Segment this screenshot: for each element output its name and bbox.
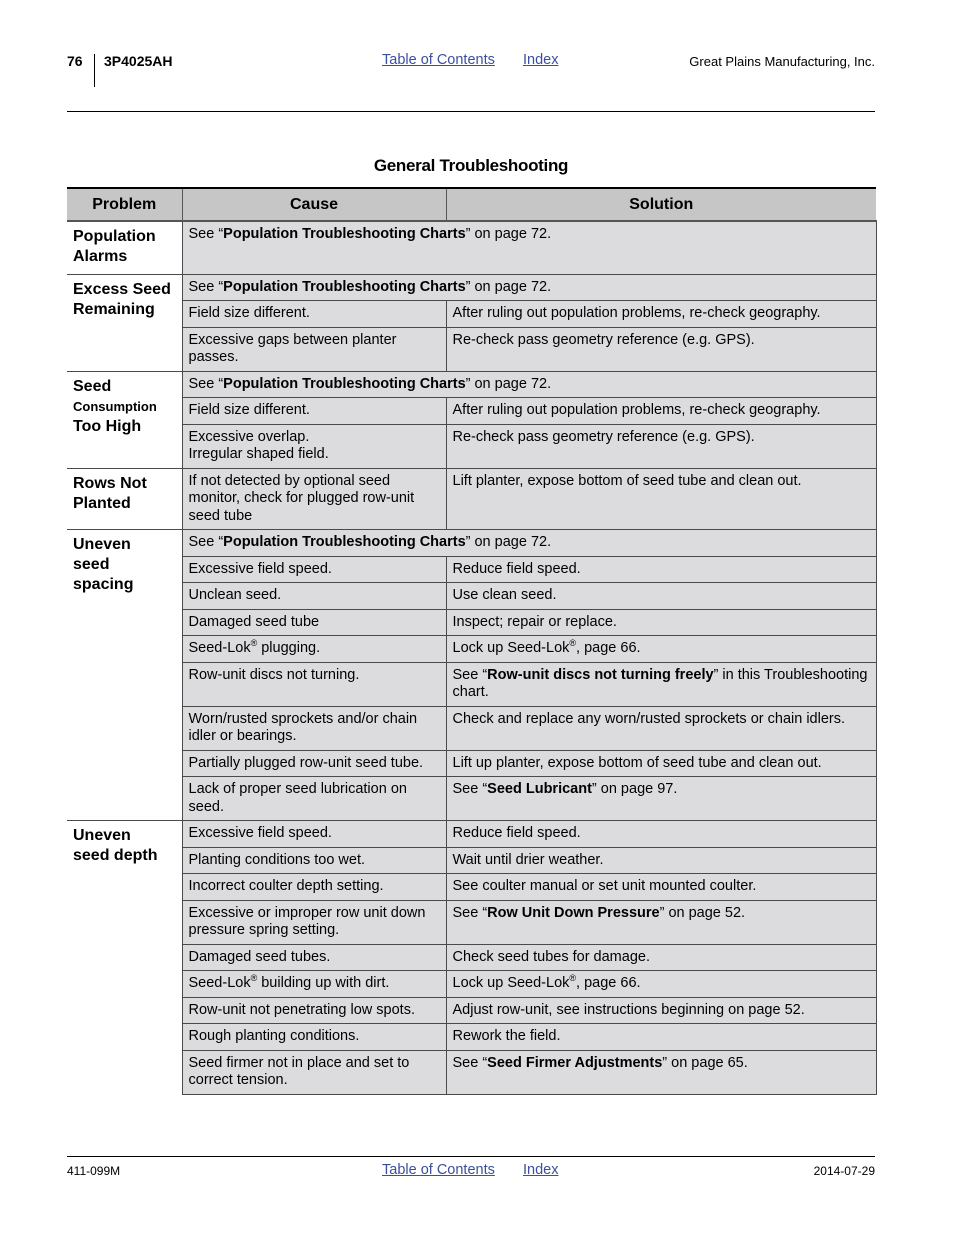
table-row (67, 468, 876, 530)
problem-cell: Excess Seed Remaining (67, 274, 182, 371)
table-row (67, 221, 876, 274)
problem-cell: Rows Not Planted (67, 468, 182, 530)
table-header-row (67, 188, 876, 221)
registered-mark: ® (569, 973, 577, 984)
cause-cell: Planting conditions too wet. (182, 847, 446, 874)
cause-cell: Field size different. (182, 398, 446, 425)
solution-cell: Lift planter, expose bottom of seed tube and clean out. (446, 468, 876, 530)
problem-cell: Population Alarms (67, 221, 182, 274)
table-row (67, 777, 876, 821)
troubleshooting-table (67, 187, 877, 1095)
reference-title: Population Troubleshooting Charts (223, 278, 466, 295)
footer-index-link[interactable]: Index (523, 1162, 559, 1178)
cause-cell: Excessive field speed. (182, 556, 446, 583)
table-row (67, 874, 876, 901)
footer-toc-link[interactable]: Table of Contents (382, 1162, 495, 1178)
problem-cell: Uneven seed depth (67, 821, 182, 1095)
see-reference-cell: See “Population Troubleshooting Charts” on page 72. (182, 221, 876, 274)
table-row (67, 944, 876, 971)
cause-cell: Damaged seed tubes. (182, 944, 446, 971)
table-row (67, 424, 876, 468)
solution-cell: See “Row Unit Down Pressure” on page 52. (446, 900, 876, 944)
table-row (67, 301, 876, 328)
solution-cell: Check and replace any worn/rusted sprockets or chain idlers. (446, 706, 876, 750)
column-header-cause: Cause (182, 188, 446, 221)
problem-cell: Uneven seed spacing (67, 530, 182, 821)
table-row (67, 997, 876, 1024)
reference-title: Population Troubleshooting Charts (223, 226, 466, 242)
solution-cell: Lift up planter, expose bottom of seed tube and clean out. (446, 750, 876, 777)
registered-mark: ® (569, 638, 577, 649)
table-row (67, 900, 876, 944)
solution-cell: Inspect; repair or replace. (446, 609, 876, 636)
table-row (67, 847, 876, 874)
cause-cell: Excessive field speed. (182, 821, 446, 848)
solution-cell: See “Seed Firmer Adjustments” on page 65. (446, 1050, 876, 1094)
header-divider (94, 54, 95, 87)
solution-cell: Adjust row-unit, see instructions beginning on page 52. (446, 997, 876, 1024)
table-row (67, 583, 876, 610)
table-row (67, 609, 876, 636)
solution-cell: After ruling out population problems, re-check geography. (446, 301, 876, 328)
reference-title: Row Unit Down Pressure (487, 904, 660, 921)
column-header-problem: Problem (67, 188, 182, 221)
header-rule (67, 111, 875, 112)
table-row (67, 971, 876, 998)
cause-cell: Partially plugged row-unit seed tube. (182, 750, 446, 777)
see-reference-cell: See “Population Troubleshooting Charts” on page 72. (182, 371, 876, 398)
table-row (67, 371, 876, 398)
solution-cell: Rework the field. (446, 1024, 876, 1051)
solution-cell: Use clean seed. (446, 583, 876, 610)
see-reference-cell: See “Population Troubleshooting Charts” on page 72. (182, 530, 876, 557)
solution-cell: Lock up Seed-Lok®, page 66. (446, 971, 876, 998)
solution-cell: Reduce field speed. (446, 821, 876, 848)
cause-cell: Seed firmer not in place and set to correct tension. (182, 1050, 446, 1094)
header-toc-link[interactable]: Table of Contents (382, 52, 495, 68)
reference-title: Row-unit discs not turning freely (487, 666, 714, 683)
table-row (67, 530, 876, 557)
document-id: 3P4025AH (104, 53, 173, 69)
publication-date: 2014-07-29 (813, 1164, 875, 1178)
solution-cell: Re-check pass geometry reference (e.g. GPS). (446, 327, 876, 371)
solution-cell: After ruling out population problems, re-check geography. (446, 398, 876, 425)
table-row (67, 750, 876, 777)
table-row (67, 636, 876, 663)
cause-cell: Incorrect coulter depth setting. (182, 874, 446, 901)
solution-cell: See coulter manual or set unit mounted coulter. (446, 874, 876, 901)
table-row (67, 821, 876, 848)
cause-cell: Excessive overlap. Irregular shaped field. (182, 424, 446, 468)
cause-cell: Field size different. (182, 301, 446, 328)
solution-cell: Re-check pass geometry reference (e.g. GPS). (446, 424, 876, 468)
table-row (67, 1050, 876, 1094)
cause-cell: Unclean seed. (182, 583, 446, 610)
solution-cell: Lock up Seed-Lok®, page 66. (446, 636, 876, 663)
cause-cell: Seed-Lok® plugging. (182, 636, 446, 663)
cause-cell: Damaged seed tube (182, 609, 446, 636)
company-name: Great Plains Manufacturing, Inc. (689, 54, 875, 69)
cause-cell: Row-unit not penetrating low spots. (182, 997, 446, 1024)
table-row (67, 398, 876, 425)
reference-title: Population Troubleshooting Charts (223, 375, 466, 392)
cause-cell: Rough planting conditions. (182, 1024, 446, 1051)
cause-cell: Worn/rusted sprockets and/or chain idler or bearings. (182, 706, 446, 750)
form-number: 411-099M (67, 1164, 121, 1178)
cause-cell: Seed-Lok® building up with dirt. (182, 971, 446, 998)
cause-cell: Excessive gaps between planter passes. (182, 327, 446, 371)
cause-cell: Lack of proper seed lubrication on seed. (182, 777, 446, 821)
solution-cell: Wait until drier weather. (446, 847, 876, 874)
table-row (67, 662, 876, 706)
problem-cell: Seed Consumption Too High (67, 371, 182, 468)
solution-cell: See “Seed Lubricant” on page 97. (446, 777, 876, 821)
table-row (67, 706, 876, 750)
page-title: General Troubleshooting (373, 156, 569, 175)
table-row (67, 556, 876, 583)
registered-mark: ® (250, 638, 258, 649)
table-row (67, 1024, 876, 1051)
table-row (67, 274, 876, 301)
column-header-solution: Solution (446, 188, 876, 221)
reference-title: Seed Lubricant (487, 781, 592, 797)
solution-cell: See “Row-unit discs not turning freely” in this Troubleshooting chart. (446, 662, 876, 706)
solution-cell: Check seed tubes for damage. (446, 944, 876, 971)
registered-mark: ® (250, 973, 258, 984)
page-number: 76 (67, 53, 83, 69)
reference-title: Seed Firmer Adjustments (487, 1054, 663, 1071)
header-index-link[interactable]: Index (523, 52, 559, 68)
reference-title: Population Troubleshooting Charts (223, 534, 466, 550)
cause-cell: If not detected by optional seed monitor, check for plugged row-unit seed tube (182, 468, 446, 530)
cause-cell: Excessive or improper row unit down pressure spring setting. (182, 900, 446, 944)
table-row (67, 327, 876, 371)
cause-cell: Row-unit discs not turning. (182, 662, 446, 706)
see-reference-cell: See “Population Troubleshooting Charts” on page 72. (182, 274, 876, 301)
footer-rule (67, 1156, 875, 1157)
solution-cell: Reduce field speed. (446, 556, 876, 583)
